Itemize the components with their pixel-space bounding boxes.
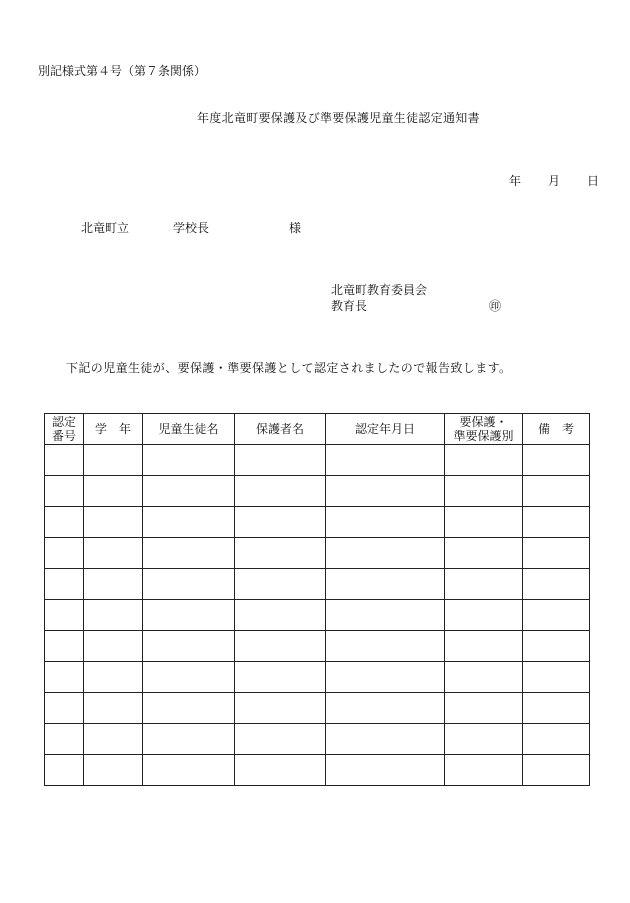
cell-remarks [523, 662, 590, 693]
cell-grade [84, 693, 143, 724]
date-month-label: 月 [548, 174, 561, 188]
cell-grade [84, 724, 143, 755]
cell-certified-date [326, 476, 445, 507]
cell-grade [84, 507, 143, 538]
cell-remarks [523, 631, 590, 662]
cell-cert-number [45, 569, 84, 600]
cell-grade [84, 662, 143, 693]
form-label: 別記様式第４号（第７条関係） [38, 64, 207, 78]
table-row [45, 631, 590, 662]
cell-category [445, 755, 523, 786]
cell-certified-date [326, 631, 445, 662]
table-row [45, 600, 590, 631]
cell-student-name [143, 631, 235, 662]
cell-student-name [143, 600, 235, 631]
cell-remarks [523, 507, 590, 538]
cell-student-name [143, 693, 235, 724]
cell-guardian-name [235, 507, 326, 538]
cell-remarks [523, 476, 590, 507]
cell-certified-date [326, 507, 445, 538]
cell-category [445, 662, 523, 693]
cell-cert-number [45, 445, 84, 476]
cell-student-name [143, 507, 235, 538]
cell-student-name [143, 724, 235, 755]
cell-certified-date [326, 724, 445, 755]
table-row [45, 538, 590, 569]
cell-guardian-name [235, 476, 326, 507]
issuer-board: 北竜町教育委員会 [331, 283, 428, 297]
table-row [45, 693, 590, 724]
cell-cert-number [45, 631, 84, 662]
cell-category [445, 476, 523, 507]
addressee-town: 北竜町立 [81, 221, 130, 235]
addressee-honorific: 様 [289, 221, 302, 235]
header-student-name: 児童生徒名 [143, 414, 235, 445]
cell-student-name [143, 569, 235, 600]
cell-grade [84, 631, 143, 662]
cell-cert-number [45, 693, 84, 724]
cell-grade [84, 600, 143, 631]
header-category-line2: 準要保護別 [453, 429, 514, 443]
cell-category [445, 569, 523, 600]
cell-guardian-name [235, 445, 326, 476]
cell-certified-date [326, 538, 445, 569]
cell-cert-number [45, 724, 84, 755]
cell-student-name [143, 476, 235, 507]
cell-grade [84, 445, 143, 476]
header-cert-number-line2: 番号 [51, 429, 76, 443]
header-category [445, 414, 523, 445]
cell-category [445, 507, 523, 538]
cell-guardian-name [235, 662, 326, 693]
table-row [45, 569, 590, 600]
cell-remarks [523, 693, 590, 724]
cell-student-name [143, 445, 235, 476]
issuer-title: 教育長 [331, 299, 368, 313]
header-category-line1: 要保護・ [459, 415, 508, 429]
cell-remarks [523, 724, 590, 755]
table-row [45, 724, 590, 755]
cell-cert-number [45, 600, 84, 631]
certification-table [44, 413, 590, 786]
cell-cert-number [45, 476, 84, 507]
header-cert-number-line1: 認定 [51, 415, 76, 429]
cell-grade [84, 538, 143, 569]
cell-guardian-name [235, 600, 326, 631]
cell-grade [84, 569, 143, 600]
notice-text: 下記の児童生徒が、要保護・準要保護として認定されましたので報告致します。 [66, 361, 512, 375]
cell-certified-date [326, 662, 445, 693]
cell-guardian-name [235, 538, 326, 569]
cell-student-name [143, 662, 235, 693]
table-row [45, 755, 590, 786]
table-body [45, 445, 590, 786]
cell-cert-number [45, 662, 84, 693]
seal-mark: ㊞ [489, 299, 502, 313]
cell-certified-date [326, 693, 445, 724]
cell-student-name [143, 538, 235, 569]
table-row [45, 662, 590, 693]
cell-student-name [143, 755, 235, 786]
cell-category [445, 538, 523, 569]
document-title: 年度北竜町要保護及び準要保護児童生徒認定通知書 [197, 111, 480, 125]
addressee-principal: 学校長 [173, 221, 210, 235]
cell-category [445, 631, 523, 662]
cell-guardian-name [235, 755, 326, 786]
table-row [45, 476, 590, 507]
date-year-label: 年 [509, 174, 522, 188]
cell-cert-number [45, 507, 84, 538]
cell-remarks [523, 600, 590, 631]
cell-certified-date [326, 445, 445, 476]
cell-category [445, 724, 523, 755]
cell-remarks [523, 755, 590, 786]
header-grade: 学 年 [84, 414, 143, 445]
table-header-row [45, 414, 590, 445]
cell-certified-date [326, 600, 445, 631]
header-remarks: 備 考 [523, 414, 590, 445]
cell-grade [84, 476, 143, 507]
cell-remarks [523, 445, 590, 476]
cell-cert-number [45, 755, 84, 786]
cell-certified-date [326, 569, 445, 600]
cell-remarks [523, 538, 590, 569]
cell-cert-number [45, 538, 84, 569]
cell-remarks [523, 569, 590, 600]
table-row [45, 445, 590, 476]
header-guardian-name: 保護者名 [235, 414, 326, 445]
cell-category [445, 600, 523, 631]
header-certified-date: 認定年月日 [326, 414, 445, 445]
header-cert-number [45, 414, 84, 445]
cell-guardian-name [235, 693, 326, 724]
cell-guardian-name [235, 631, 326, 662]
cell-grade [84, 755, 143, 786]
cell-certified-date [326, 755, 445, 786]
table-row [45, 507, 590, 538]
cell-category [445, 445, 523, 476]
cell-category [445, 693, 523, 724]
date-day-label: 日 [587, 174, 600, 188]
cell-guardian-name [235, 724, 326, 755]
cell-guardian-name [235, 569, 326, 600]
